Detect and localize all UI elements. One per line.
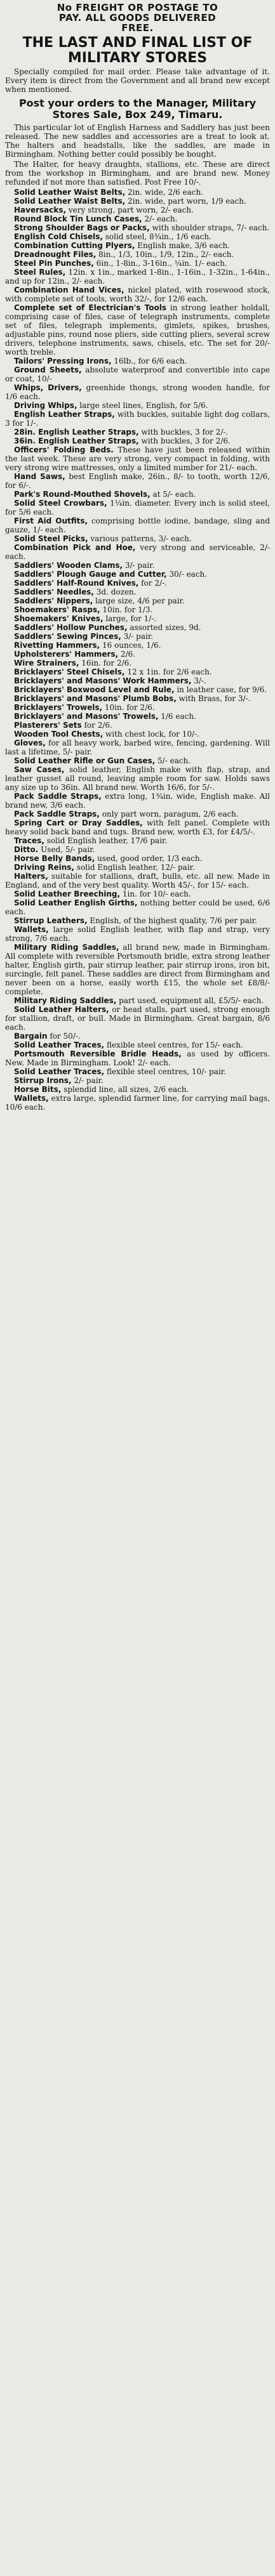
item-name: Upholsterers' Hammers, <box>14 650 119 659</box>
item-description: 1¼in. diameter. Every inch is solid steel, for 5/6 each. <box>5 499 270 516</box>
list-item <box>5 499 270 516</box>
item-name: Bricklayers' and Masons' Trowels, <box>14 712 159 721</box>
item-name: Horse Bits, <box>14 1085 62 1094</box>
item-name: Solid Leather Rifle or Gun Cases, <box>14 756 156 765</box>
item-description: large solid English leather, with flap and strap, very strong, 7/6 each. <box>5 925 270 943</box>
list-item <box>5 863 270 872</box>
item-name: Portsmouth Reversible Bridle Heads, <box>14 1049 182 1058</box>
item-description: nothing better could be used, 6/6 each. <box>5 898 270 916</box>
list-item <box>5 232 270 241</box>
list-item <box>5 854 270 863</box>
item-name: Haversacks, <box>14 206 67 214</box>
list-item <box>5 694 270 703</box>
item-description: 3/-. <box>191 676 206 685</box>
list-item <box>5 561 270 570</box>
item-description: extra large, splendid farmer line, for carrying mail bags, 10/6 each. <box>5 1094 271 1112</box>
item-description: 2/- each. <box>142 214 178 223</box>
item-name: Solid Leather Breeching, <box>14 890 121 898</box>
item-description: 2in. wide, 2/6 each. <box>125 188 204 197</box>
item-description: with Brass, for 3/-. <box>176 694 251 703</box>
list-item <box>5 659 270 667</box>
item-description: 30/- each. <box>166 570 208 579</box>
item-name: Saddlers' Plough Gauge and Cutter, <box>14 570 167 579</box>
item-description: flexible steel centres, 10/- pair. <box>104 1067 227 1076</box>
item-name: Solid Leather Halters, <box>14 1005 109 1014</box>
note-paragraph-1: This particular lot of English Harness and Saddlery has just been released. The new saddles and accessories are a treat to look at. The halters and headstalls, like the saddles, are made in Birmingham. Nothing better could possibly be bought. <box>5 123 270 159</box>
list-item <box>5 286 270 303</box>
item-name: First Aid Outfits, <box>14 516 88 525</box>
list-item <box>5 925 270 943</box>
item-description: in strong leather holdall, comprising case of files, case of telegraph instruments, complete set of files, telegraph implements, gimlets, spikes, brushes, adjustable pins, round nose pliers, side cutting pliers, several screw drivers, telephone instruments, saws, chisels, etc. The set for 20/- worth treble. <box>5 303 270 357</box>
list-item <box>5 739 270 756</box>
item-description: solid steel, 8¾in., 1/6 each. <box>102 232 211 241</box>
item-name: Combination Hand Vices, <box>14 286 124 294</box>
item-name: English Cold Chisels, <box>14 232 103 241</box>
list-item <box>5 401 270 410</box>
list-item <box>5 845 270 854</box>
item-description: in leather case, for 9/6. <box>174 685 267 694</box>
item-name: Tailors' Pressing Irons, <box>14 357 112 365</box>
list-item <box>5 632 270 641</box>
list-item <box>5 241 270 250</box>
item-name: Horse Belly Bands, <box>14 854 95 863</box>
item-description: splendid line, all sizes, 2/6 each. <box>61 1085 189 1094</box>
item-name: Steel Pin Punches, <box>14 259 94 268</box>
list-item <box>5 303 270 357</box>
item-description: with chest lock, for 10/-. <box>103 730 199 739</box>
item-description: 16lb., for 6/6 each. <box>111 357 187 365</box>
list-item <box>5 596 270 605</box>
item-description: various patterns, 3/- each. <box>88 534 192 543</box>
item-description: 3/- pair. <box>121 632 154 641</box>
item-name: Plasterers' Sets <box>14 721 82 730</box>
note-paragraph-2: The Halter, for heavy draughts, stallions, etc. These are direct from the workshop in Birmingham, and are brand new. Money refunded if not more than satisfied. Post Free 10/-. <box>5 160 270 187</box>
item-description: at 5/- each. <box>150 490 196 499</box>
item-name: Pack Saddle Straps, <box>14 792 102 801</box>
item-name: Military Riding Saddles, <box>14 943 119 952</box>
item-description: 1in. for 10/- each. <box>120 890 191 898</box>
item-name: 36in. English Leather Straps, <box>14 437 139 445</box>
header-line-2: PAY. ALL GOODS DELIVERED <box>58 12 217 23</box>
list-item <box>5 534 270 543</box>
item-name: Combination Pick and Hoe, <box>14 543 136 552</box>
list-item <box>5 490 270 499</box>
list-item <box>5 898 270 916</box>
item-description: 3/- pair. <box>123 561 155 570</box>
list-item <box>5 250 270 259</box>
item-name: Ground Sheets, <box>14 365 82 374</box>
item-name: Ditto. <box>14 845 39 854</box>
list-item <box>5 836 270 845</box>
item-name: Officers' Folding Beds. <box>14 445 114 454</box>
list-item <box>5 792 270 810</box>
item-name: Shoemakers' Rasps, <box>14 605 100 614</box>
list-item <box>5 1032 270 1041</box>
header-line-1: No FREIGHT OR POSTAGE TO <box>57 2 218 13</box>
item-name: English Leather Straps, <box>14 410 115 419</box>
list-item <box>5 685 270 694</box>
item-description: for all heavy work, barbed wire, fencing, gardening. Will last a lifetime, 5/- pair. <box>5 739 270 756</box>
item-description: 10in. for 1/3. <box>100 605 153 614</box>
item-description: 2/6. <box>118 650 136 659</box>
item-description: Used, 5/- pair. <box>38 845 95 854</box>
item-description: solid English leather, 17/6 pair. <box>44 836 168 845</box>
item-description: best English make, 26in., 8/- to tooth, worth 12/6, for 6/-. <box>5 472 270 490</box>
item-name: Bargain <box>14 1032 48 1041</box>
list-item <box>5 650 270 659</box>
item-name: Solid Leather Traces, <box>14 1067 105 1076</box>
list-item <box>5 1076 270 1085</box>
list-item <box>5 872 270 890</box>
item-description: English, of the highest quality, 7/6 per pair. <box>87 916 257 925</box>
item-description: for 50/-. <box>47 1032 81 1041</box>
list-item <box>5 1041 270 1049</box>
item-list <box>5 188 270 1112</box>
item-name: Solid Leather English Girths, <box>14 898 138 907</box>
item-name: Round Block Tin Lunch Cases, <box>14 214 142 223</box>
item-name: Dreadnought Files, <box>14 250 97 259</box>
item-name: Driving Reins, <box>14 863 74 872</box>
list-item <box>5 543 270 561</box>
item-name: Combination Cutting Plyers, <box>14 241 135 250</box>
item-description: large size, 4/6 per pair. <box>93 596 185 605</box>
item-description: These have just been released within the last week. These are very strong, very compact in folding, with very strong wire mattresses, only a limited number for 21/- each. <box>5 445 271 472</box>
item-name: Shoemakers' Knives, <box>14 614 104 623</box>
item-name: Bricklayers' and Masons' Work Hammers, <box>14 676 192 685</box>
list-item <box>5 605 270 614</box>
item-description: large, for 1/-. <box>103 614 157 623</box>
item-name: Wallets, <box>14 925 49 934</box>
list-item <box>5 641 270 650</box>
item-name: Bricklayers' Boxwood Level and Rule, <box>14 685 175 694</box>
item-name: Steel Rules, <box>14 268 66 277</box>
item-name: Solid Leather Waist Belts, <box>14 188 126 197</box>
item-name: Saddlers' Wooden Clams, <box>14 561 123 570</box>
item-description: all brand new, made in Birmingham. All complete with reversible Portsmouth bridle, extra strong leather halter, English girth, pair stirrup leather, pair stirrup irons, iron bit, surcingle, felt panel. These saddles are direct from Birmingham and never been on a horse, easily worth £15, the whole set £8/8/- complete. <box>5 943 271 996</box>
item-name: Stirrup Leathers, <box>14 916 88 925</box>
item-name: Bricklayers' and Masons' Plumb Bobs, <box>14 694 177 703</box>
list-item <box>5 206 270 214</box>
item-description: with felt panel. Complete with heavy solid back band and tugs. Brand new, worth £3, for £4/5/-. <box>5 818 270 836</box>
list-item <box>5 765 270 792</box>
item-description: 3d. dozen. <box>93 588 137 596</box>
item-name: Strong Shoulder Bags or Packs, <box>14 223 150 232</box>
item-description: with shoulder straps, 7/- each. <box>149 223 270 232</box>
item-description: solid leather, English make with flap, strap, and leather gusset all round, leaving ample room for saw. Holds saws any size up to 36in. All brand new. Worth 16/6, for 5/-. <box>5 765 271 792</box>
item-description: 1/6 each. <box>158 712 196 721</box>
list-item <box>5 1085 270 1094</box>
list-item <box>5 1067 270 1076</box>
item-description: very strong and serviceable, 2/- each. <box>5 543 270 561</box>
item-description: as used by officers. New. Made in Birmingham. Look! 2/- each. <box>5 1049 271 1067</box>
item-description: only part worn, paragum, 2/6 each. <box>99 810 239 818</box>
header-line-3: FREE. <box>121 22 154 34</box>
item-name: Wire Strainers, <box>14 659 79 667</box>
item-name: Wallets, <box>14 1094 49 1103</box>
classified-ad <box>0 0 275 1118</box>
item-description: English make, 3/6 each. <box>135 241 230 250</box>
item-name: Military Riding Saddles, <box>14 996 117 1005</box>
item-description: 6in., 1-8in., 3-16in., ¼in. 1/- each. <box>93 259 227 268</box>
list-item <box>5 259 270 268</box>
list-item <box>5 676 270 685</box>
item-name: Bricklayers' Trowels, <box>14 703 103 712</box>
list-item <box>5 810 270 818</box>
item-description: 2/- pair. <box>71 1076 104 1085</box>
item-description: part used, equipment all, £5/5/- each. <box>116 996 264 1005</box>
item-name: Wooden Tool Chests, <box>14 730 104 739</box>
item-description: with buckles, 3 for 2/6. <box>138 437 231 445</box>
item-name: Hand Saws, <box>14 472 65 481</box>
ad-title: THE LAST AND FINAL LIST OF MILITARY STORES <box>22 35 253 66</box>
item-description: extra long, 1¾in. wide, English make. All brand new, 3/6 each. <box>5 792 270 810</box>
item-description: suitable for stallions, draft, bulls, etc. all new. Made in England, and of the very best quality. Worth 45/-, for 15/- each. <box>5 872 270 890</box>
item-description: large steel lines, English, for 5/6. <box>77 401 208 410</box>
list-item <box>5 1094 270 1112</box>
item-name: Solid Steel Crowbars, <box>14 499 107 508</box>
list-item <box>5 712 270 721</box>
item-name: Solid Steel Picks, <box>14 534 88 543</box>
list-item <box>5 1005 270 1032</box>
item-description: with buckles, 3 for 2/-. <box>138 428 229 437</box>
list-item <box>5 996 270 1005</box>
item-name: Whips, Drivers, <box>14 383 82 392</box>
item-description: 16in. for 2/6. <box>79 659 132 667</box>
list-item <box>5 756 270 765</box>
item-description: assorted sizes, 9d. <box>127 623 201 632</box>
list-item <box>5 516 270 534</box>
list-item <box>5 721 270 730</box>
item-name: Solid Leather Waist Belts, <box>14 197 126 206</box>
item-name: Pack Saddle Straps, <box>14 810 100 818</box>
list-item <box>5 410 270 428</box>
item-description: 5/- each. <box>155 756 191 765</box>
item-description: 8in., 1/3, 10in., 1/9, 12in., 2/- each. <box>96 250 234 259</box>
list-item <box>5 588 270 596</box>
list-item <box>5 188 270 197</box>
item-name: Rivetting Hammers, <box>14 641 100 650</box>
item-name: Driving Whips, <box>14 401 77 410</box>
item-name: Traces, <box>14 836 44 845</box>
list-item <box>5 437 270 445</box>
list-item <box>5 472 270 490</box>
list-item <box>5 445 270 472</box>
item-name: Park's Round-Mouthed Shovels, <box>14 490 151 499</box>
list-item <box>5 916 270 925</box>
list-item <box>5 943 270 996</box>
list-item <box>5 703 270 712</box>
list-item <box>5 614 270 623</box>
list-item <box>5 818 270 836</box>
list-item <box>5 730 270 739</box>
list-item <box>5 383 270 401</box>
list-item <box>5 579 270 588</box>
list-item <box>5 890 270 898</box>
item-description: with buckles, suitable light dog collars, 3 for 1/-. <box>5 410 270 428</box>
item-name: Saddlers' Needles, <box>14 588 94 596</box>
list-item <box>5 365 270 383</box>
item-description: or head stalls, part used, strong enough for stallion, draft, or bull. Made in Birmingham. Great bargain, 8/6 each. <box>5 1005 270 1032</box>
list-item <box>5 214 270 223</box>
item-description: for 2/-. <box>138 579 167 588</box>
list-item <box>5 223 270 232</box>
list-item <box>5 357 270 365</box>
item-name: Saddlers' Half-Round Knives, <box>14 579 139 588</box>
intro-paragraph: Specially compiled for mail order. Please take advantage of it. Every item is direct from the Government and all brand new except when mentioned. <box>5 67 270 94</box>
item-name: Saddlers' Sewing Pinces, <box>14 632 121 641</box>
item-name: Stirrup Irons, <box>14 1076 72 1085</box>
item-name: Solid Leather Traces, <box>14 1041 105 1049</box>
item-description: 12 x 1in. for 2/6 each. <box>124 667 212 676</box>
item-name: Gloves, <box>14 739 46 747</box>
list-item <box>5 570 270 579</box>
item-description: nickel plated, with rosewood stock, with complete set of tools, worth 32/-, for 12/6 each. <box>5 286 270 303</box>
item-name: Saddlers' Hollow Punches, <box>14 623 128 632</box>
list-item <box>5 197 270 206</box>
list-item <box>5 428 270 437</box>
item-name: Saddlers' Nippers, <box>14 596 93 605</box>
item-description: solid English leather, 12/- pair. <box>74 863 195 872</box>
item-name: Halters, <box>14 872 48 881</box>
item-description: for 2/6. <box>81 721 112 730</box>
list-item <box>5 1049 270 1067</box>
item-description: 2in. wide, part worn, 1/9 each. <box>125 197 246 206</box>
item-description: 10in. for 2/6. <box>102 703 155 712</box>
list-item <box>5 623 270 632</box>
post-orders-heading: Post your orders to the Manager, Military Stores Sale, Box 249, Timaru. <box>18 97 257 121</box>
item-description: 16 ounces, 1/6. <box>100 641 161 650</box>
item-description: greenhide thongs, strong wooden handle, for 1/6 each. <box>5 383 271 401</box>
item-description: used, good order, 1/3 each. <box>95 854 203 863</box>
item-description: very strong, part worn, 2/- each. <box>66 206 194 214</box>
item-name: Complete set of Electrician's Tools <box>14 303 167 312</box>
list-item <box>5 667 270 676</box>
item-name: 28in. English Leather Straps, <box>14 428 139 437</box>
item-description: flexible steel centres, for 15/- each. <box>104 1041 243 1049</box>
item-name: Bricklayers' Steel Chisels, <box>14 667 125 676</box>
item-description: comprising bottle iodine, bandage, sling and gauze, 1/- each. <box>5 516 271 534</box>
item-name: Saw Cases, <box>14 765 65 774</box>
item-description: absolute waterproof and convertible into cape or coat, 10/- <box>5 365 271 383</box>
item-name: Spring Cart or Dray Saddles, <box>14 818 143 827</box>
item-description: 12in. x 1in., marked 1-8in., 1-16in., 1-32in., 1-64in., and up for 12in., 2/- each. <box>5 268 270 286</box>
list-item <box>5 268 270 286</box>
